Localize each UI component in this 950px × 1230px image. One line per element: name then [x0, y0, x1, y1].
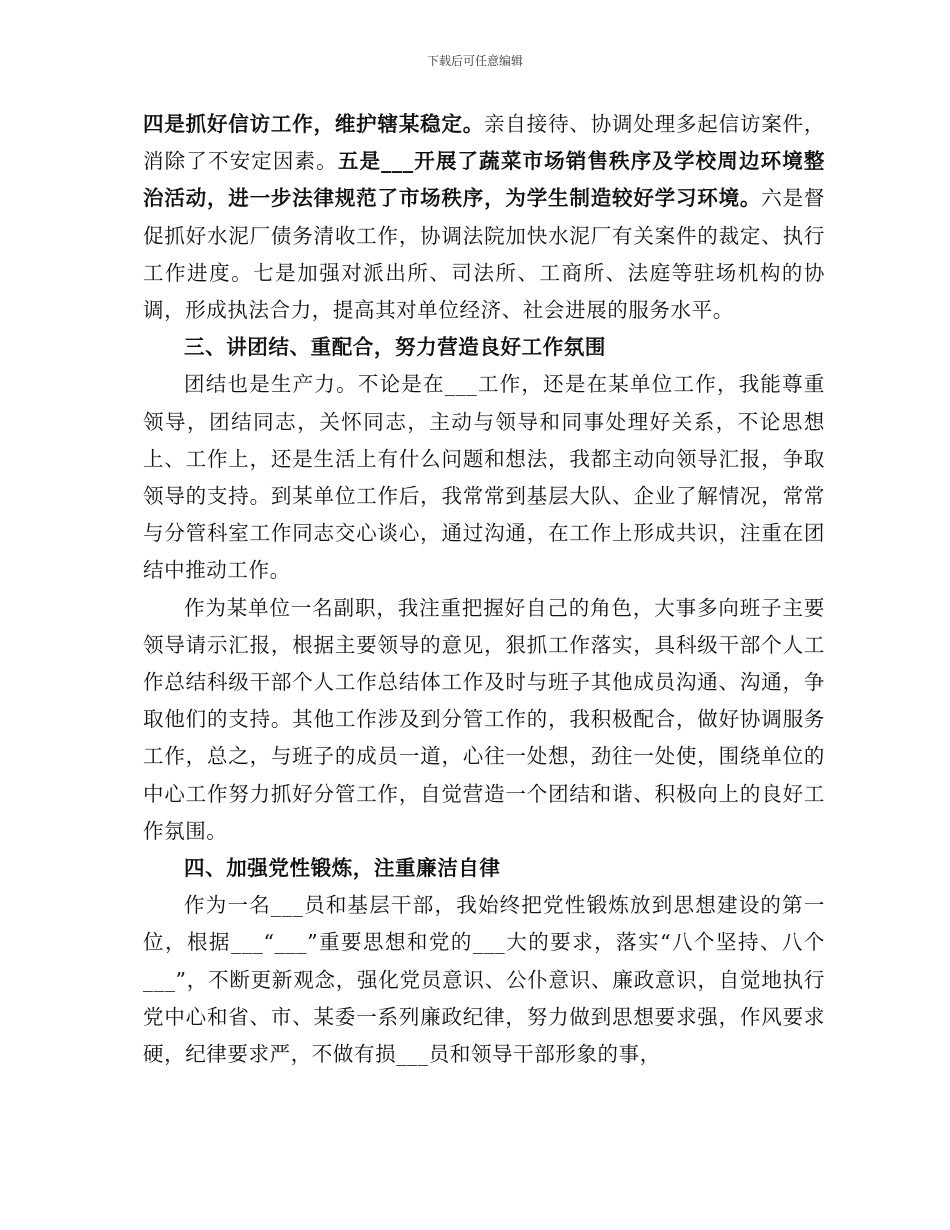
item-four-bold: 四是抓好信访工作，维护辖某稳定。: [143, 112, 485, 136]
item-four-text: 亲自接待、协调处理多起信访案件，消除了不安定因素。: [143, 112, 825, 174]
paragraph-deputy-role: 作为某单位一名副职，我注重把握好自己的角色，大事多向班子主要领导请示汇报，根据主要领导的意见，狠抓工作落实，具科级干部个人工作总结科级干部个人工作总结体工作及时与班子其他成员沟通、沟通，争取他们的支持。其他工作涉及到分管工作的，我积极配合，做好协调服务工作，总之，与班子的成员一道，心往一处想，劲往一处使，围绕单位的中心工作努力抓好分管工作，自觉营造一个团结和谐、积极向上的良好工作氛围。: [143, 595, 825, 843]
item-five-bold: 五是___开展了蔬菜市场销售秩序及学校周边环境整治活动，进一步法律规范了市场秩序，为学生制造较好学习环境。: [143, 149, 825, 211]
paragraph-party-discipline: 作为一名___员和基层干部，我始终把党性锻炼放到思想建设的第一位，根据___“___”重要思想和党的___大的要求，落实“八个坚持、八个___”，不断更新观念，强化党员意识、公仆意识、廉政意识，自觉地执行党中心和省、市、某委一系列廉政纪律，努力做到思想要求强，作风要求硬，纪律要求严，不做有损___员和领导干部形象的事，: [143, 893, 825, 1067]
paragraph-unity: 团结也是生产力。不论是在___工作，还是在某单位工作，我能尊重领导，团结同志，关怀同志，主动与领导和同事处理好关系，不论思想上、工作上，还是生活上有什么问题和想法，我都主动向领导汇报，争取领导的支持。到某单位工作后，我常常到基层大队、企业了解情况，常常与分管科室工作同志交心谈心，通过沟通，在工作上形成共识，注重在团结中推动工作。: [143, 372, 825, 583]
section-heading-four: 四、加强党性锻炼，注重廉洁自律: [184, 856, 501, 881]
section-heading-three: 三、讲团结、重配合，努力营造良好工作氛围: [184, 335, 606, 360]
item-six-seven-text: 六是督促抓好水泥厂债务清收工作，协调法院加快水泥厂有关案件的裁定、执行工作进度。七是加强对派出所、司法所、工商所、法庭等驻场机构的协调，形成执法合力，提高其对单位经济、社会进展的服务水平。: [143, 186, 825, 323]
page-header-note: 下载后可任意编辑: [426, 54, 523, 68]
document-body: [143, 106, 825, 1073]
paragraph-items-four-to-seven: [143, 106, 825, 329]
